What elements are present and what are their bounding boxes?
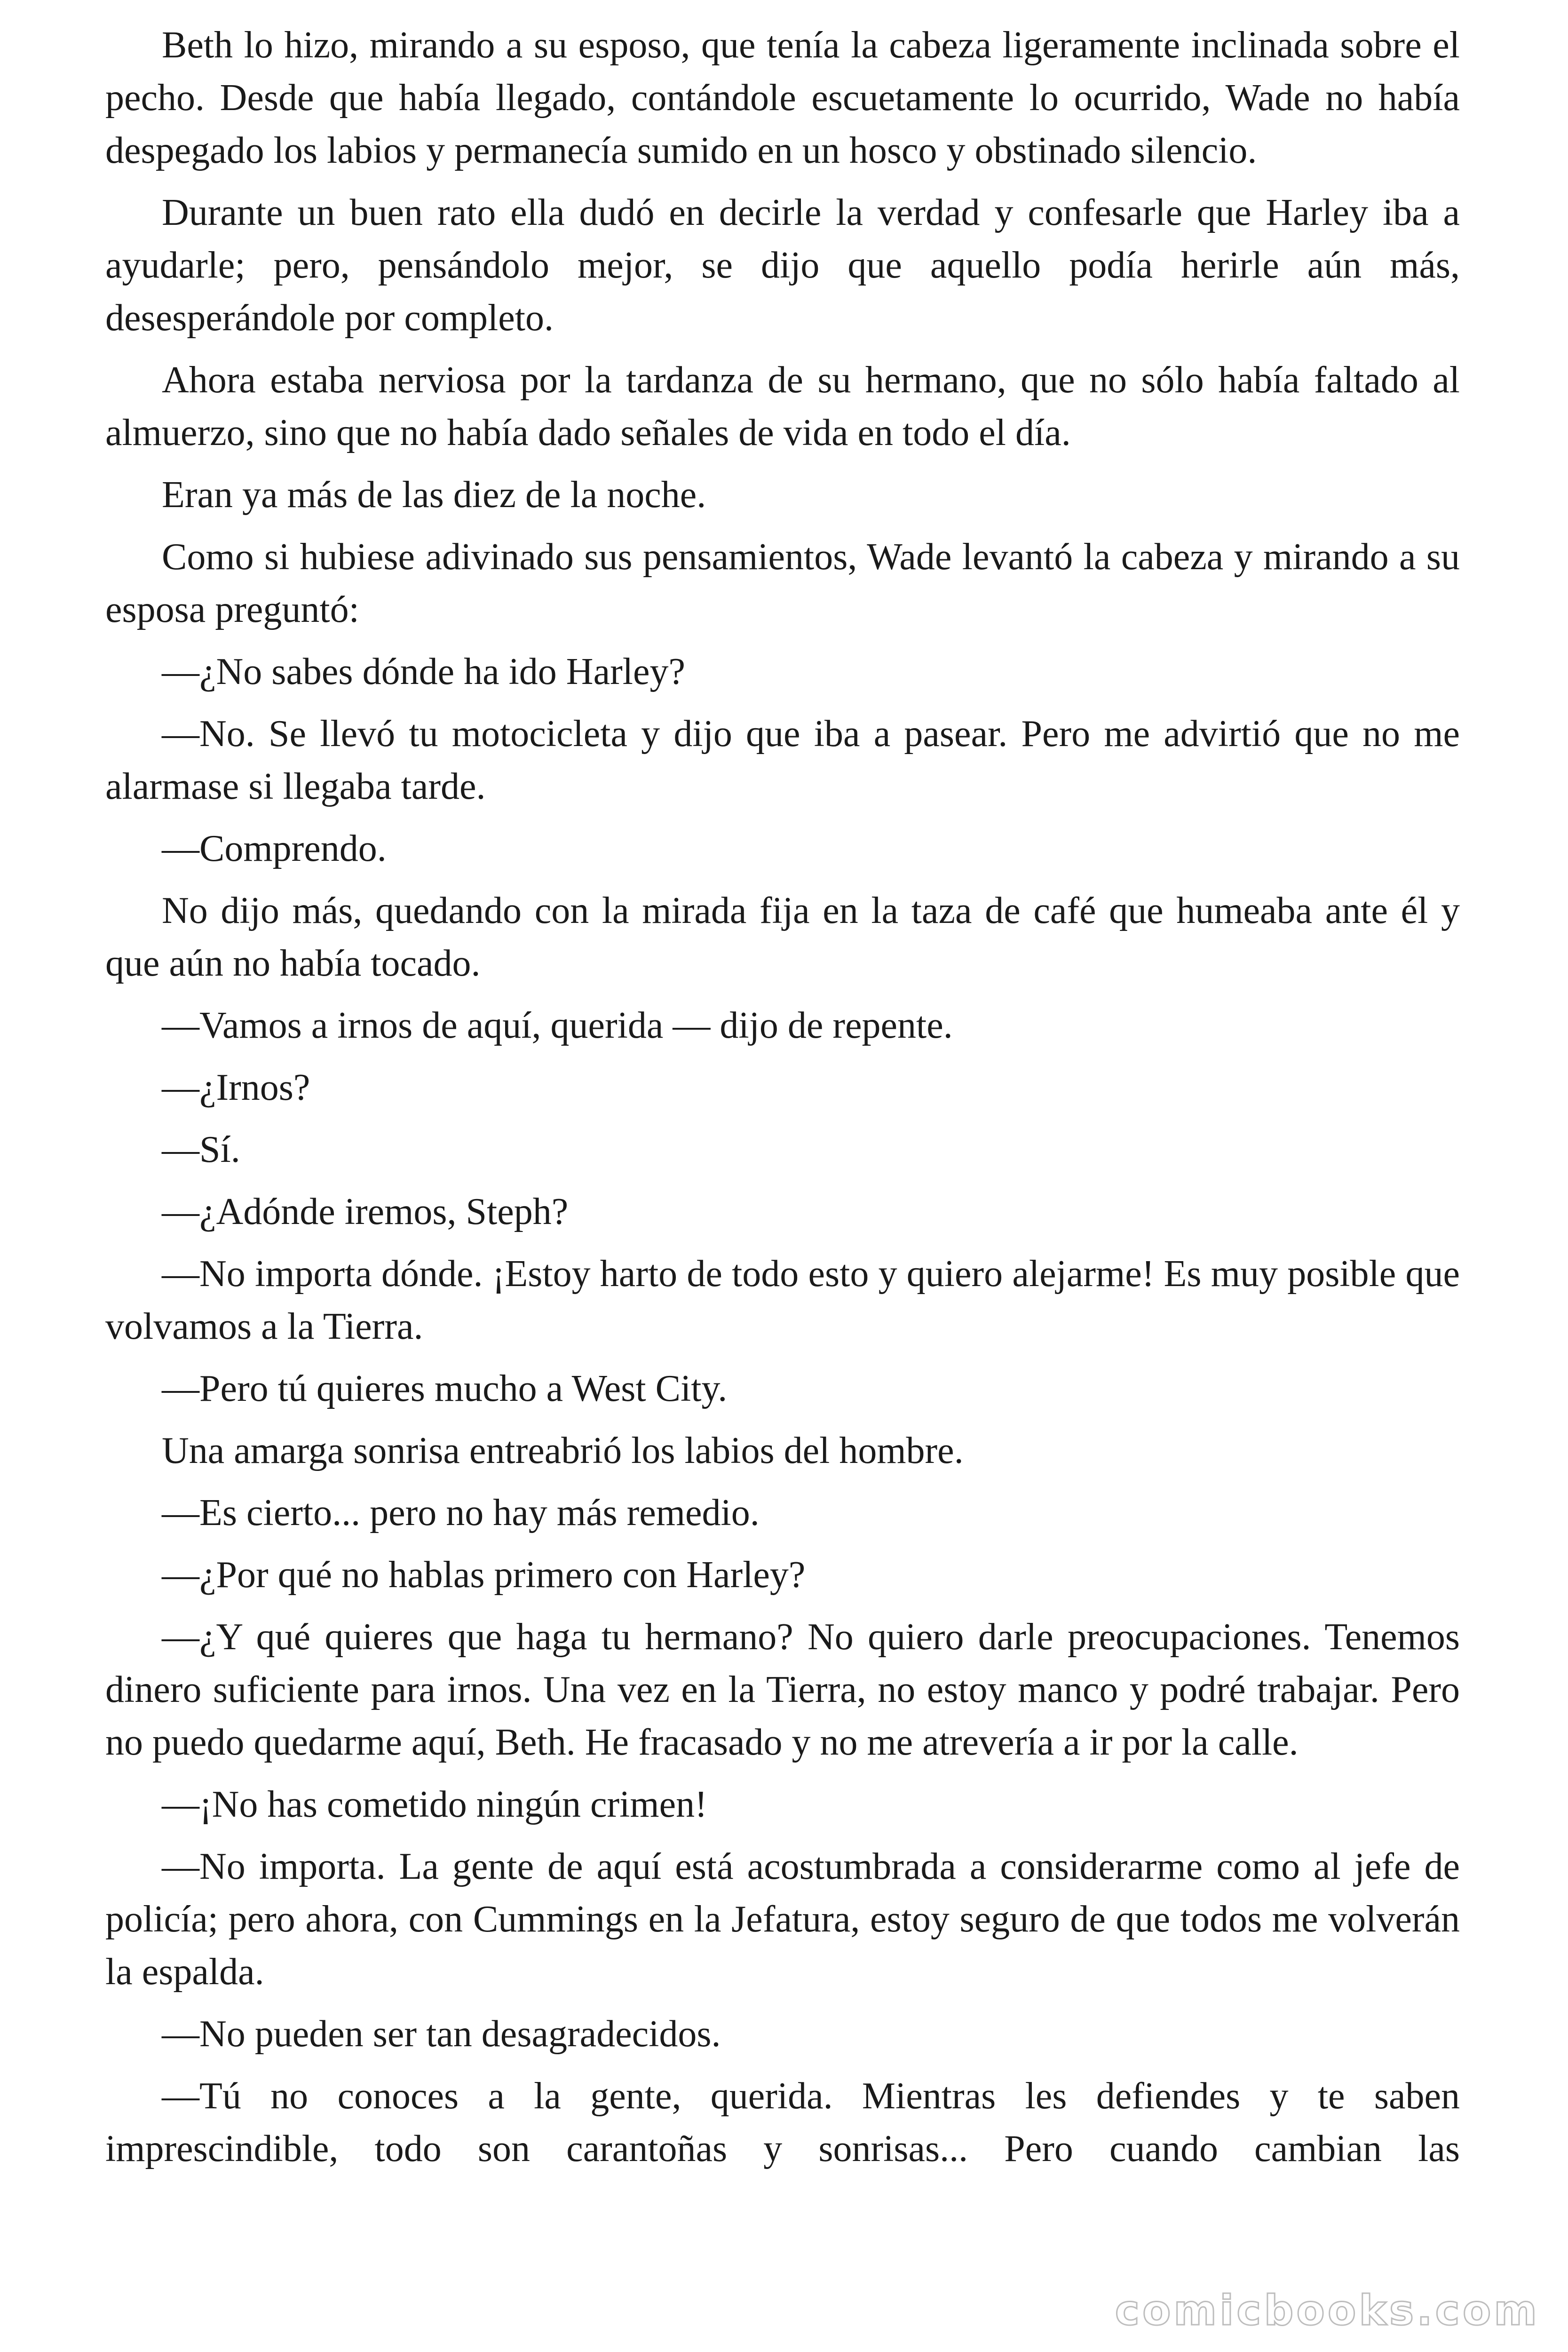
paragraph: No dijo más, quedando con la mirada fija en la taza de café que humeaba ante él y que aún no había tocado.	[105, 890, 1460, 984]
paragraph: Como si hubiese adivinado sus pensamientos, Wade levantó la cabeza y mirando a su esposa preguntó:	[105, 536, 1460, 630]
page-text	[105, 19, 1460, 2185]
paragraph: —Vamos a irnos de aquí, querida — dijo de repente.	[162, 1005, 953, 1046]
paragraph: —No importa dónde. ¡Estoy harto de todo esto y quiero alejarme! Es muy posible que volvamos a la Tierra.	[105, 1253, 1460, 1347]
paragraph: —Tú no conoces a la gente, querida. Mientras les defiendes y te saben imprescindible, todo son carantoñas y sonrisas... Pero cuando cambian las	[105, 2075, 1460, 2169]
paragraph: —No importa. La gente de aquí está acostumbrada a considerarme como al jefe de policía; pero ahora, con Cummings en la Jefatura, estoy seguro de que todos me volverán la espalda.	[105, 1846, 1460, 1993]
paragraph: —¿Por qué no hablas primero con Harley?	[162, 1554, 806, 1596]
paragraph: —No. Se llevó tu motocicleta y dijo que iba a pasear. Pero me advirtió que no me alarmase si llegaba tarde.	[105, 713, 1460, 807]
paragraph: —Es cierto... pero no hay más remedio.	[162, 1492, 760, 1534]
paragraph: —¡No has cometido ningún crimen!	[162, 1784, 707, 1825]
paragraph: Beth lo hizo, mirando a su esposo, que tenía la cabeza ligeramente inclinada sobre el pecho. Desde que había llegado, contándole escuetamente lo ocurrido, Wade no había despegado los labios y permanecía sumido en un hosco y obstinado silencio.	[105, 24, 1460, 171]
paragraph: Una amarga sonrisa entreabrió los labios del hombre.	[162, 1430, 964, 1471]
paragraph: Ahora estaba nerviosa por la tardanza de su hermano, que no sólo había faltado al almuerzo, sino que no había dado señales de vida en todo el día.	[105, 359, 1460, 453]
paragraph: —¿No sabes dónde ha ido Harley?	[162, 651, 685, 692]
paragraph: —No pueden ser tan desagradecidos.	[162, 2013, 721, 2055]
paragraph: Eran ya más de las diez de la noche.	[162, 474, 706, 516]
paragraph: —Comprendo.	[162, 828, 387, 869]
paragraph: —Sí.	[162, 1129, 240, 1170]
watermark: comicbooks.com	[1115, 2286, 1540, 2335]
paragraph: —¿Adónde iremos, Steph?	[162, 1191, 569, 1232]
paragraph: —Pero tú quieres mucho a West City.	[162, 1368, 728, 1409]
paragraph: —¿Irnos?	[162, 1067, 310, 1108]
paragraph: —¿Y qué quieres que haga tu hermano? No quiero darle preocupaciones. Tenemos dinero suficiente para irnos. Una vez en la Tierra, no estoy manco y podré trabajar. Pero no puedo quedarme aquí, Beth. He fracasado y no me atrevería a ir por la calle.	[105, 1616, 1460, 1763]
paragraph: Durante un buen rato ella dudó en decirle la verdad y confesarle que Harley iba a ayudarle; pero, pensándolo mejor, se dijo que aquello podía herirle aún más, desesperándole por completo.	[105, 192, 1460, 339]
